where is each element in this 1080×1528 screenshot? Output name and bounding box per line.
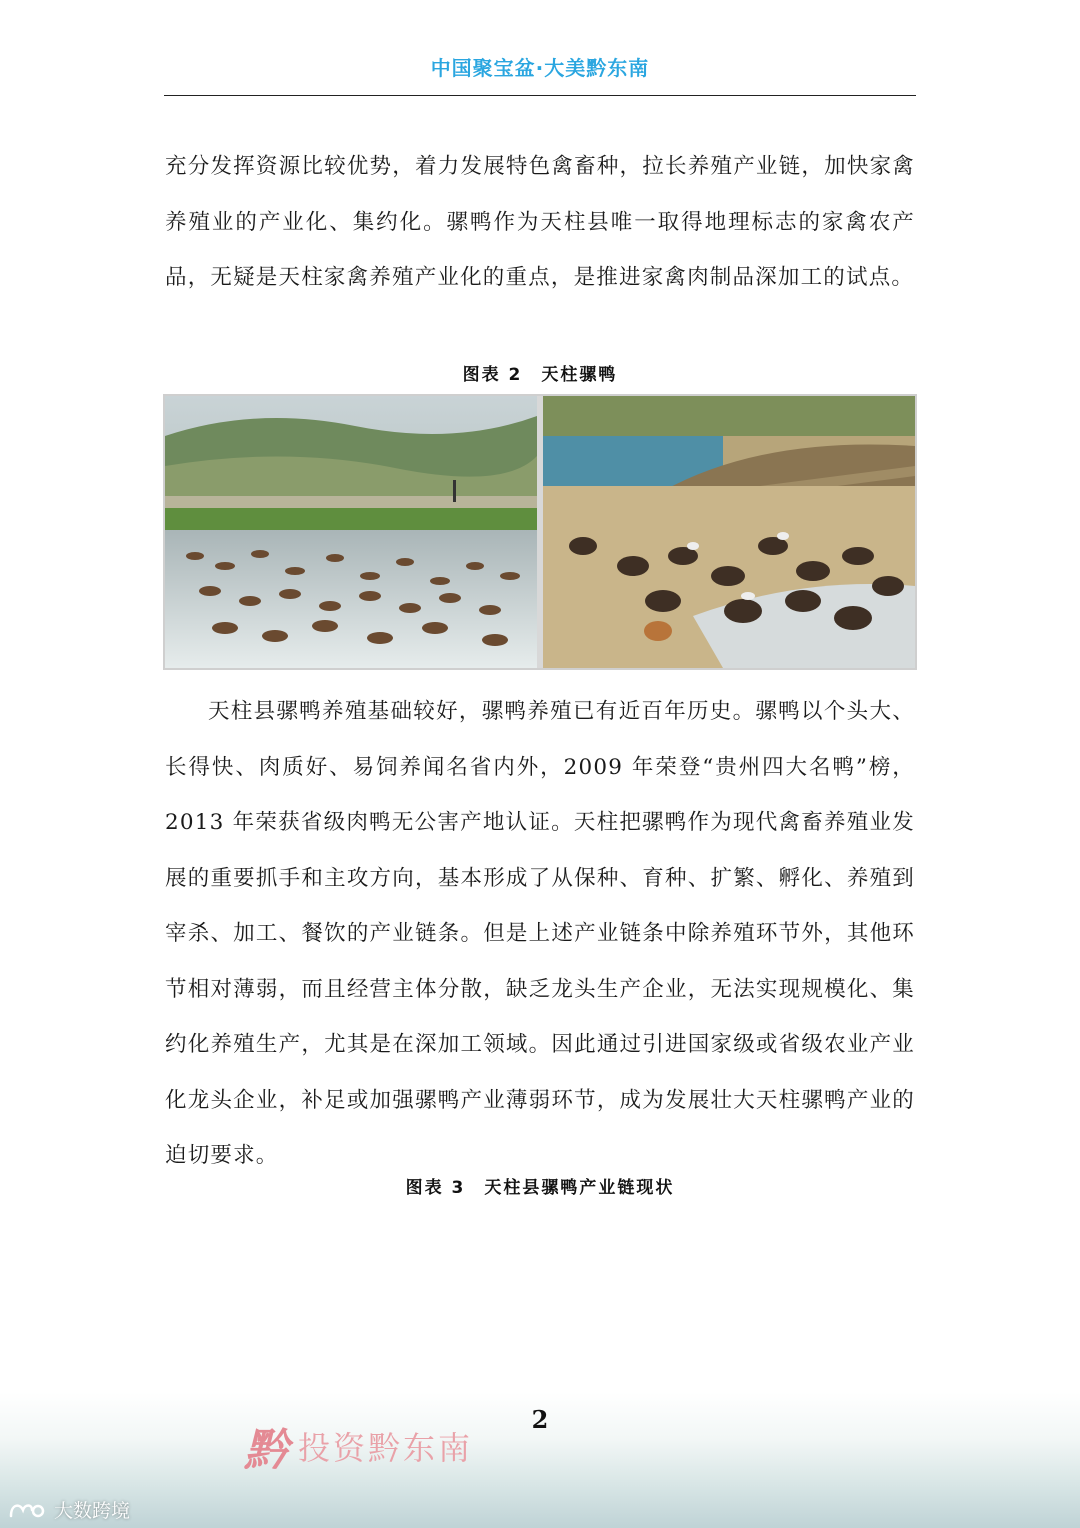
body-paragraph-2: 天柱县骡鸭养殖基础较好，骡鸭养殖已有近百年历史。骡鸭以个头大、长得快、肉质好、易饲养闻名省内外，2009 年荣登“贵州四大名鸭”榜，2013 年荣获省级肉鸭无公害产地认证。天柱把骡鸭作为现代禽畜养殖业发展的重要抓手和主攻方向，基本形成了从保种、育种、扩繁、孵化、养殖到宰杀、加工、餐饮的产业链条。但是上述产业链条中除养殖环节外，其他环节相对薄弱，而且经营主体分散，缺乏龙头生产企业，无法实现规模化、集约化养殖生产，尤其是在深加工领域。因此通过引进国家级或省级农业产业化龙头企业，补足或加强骡鸭产业薄弱环节，成为发展壮大天柱骡鸭产业的迫切要求。 [165,699,915,1168]
body-paragraph-1: 充分发挥资源比较优势，着力发展特色禽畜种，拉长养殖产业链，加快家禽养殖业的产业化、集约化。骡鸭作为天柱县唯一取得地理标志的家禽农产品，无疑是天柱家禽养殖产业化的重点，是推进家禽肉制品深加工的试点。 [165,154,915,290]
figure-2-caption: 图表 2 天柱骡鸭 [462,365,618,385]
ducks-in-paddy-photo [165,396,537,668]
watermark [8,1496,130,1523]
watermark-text: 大数跨境 [54,1500,131,1522]
figure-3-caption: 图表 3 天柱县骡鸭产业链现状 [405,1178,675,1198]
page-number: 2 [531,1405,549,1434]
footer-logo-text: 投资黔东南 [298,1429,474,1467]
logo-mark-icon: 黔 [244,1425,288,1476]
header-divider [164,95,916,96]
figure-2-photos [163,394,917,670]
watermark-logo-icon [8,1500,48,1520]
ducks-on-farm-photo [543,396,915,668]
running-header: 中国聚宝盆·大美黔东南 [430,56,650,80]
